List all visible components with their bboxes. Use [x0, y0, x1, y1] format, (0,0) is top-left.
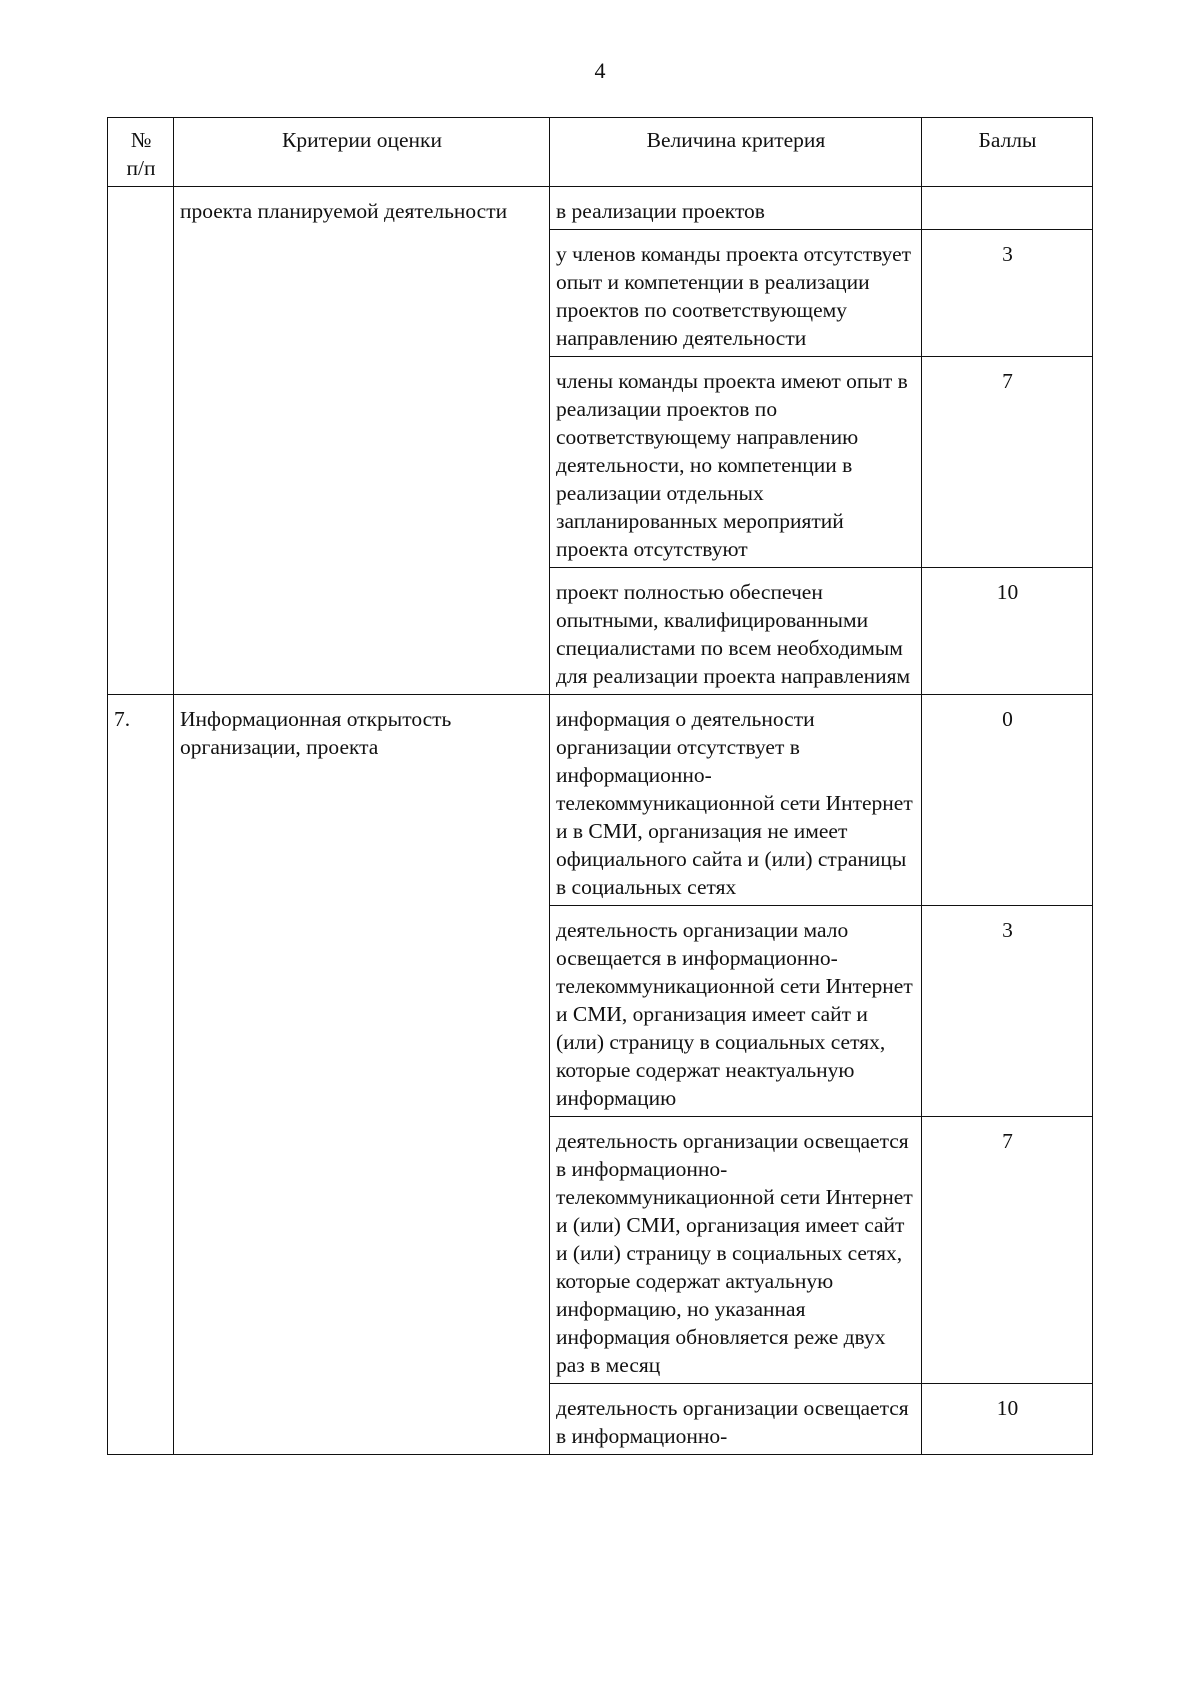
criteria-table: [107, 117, 1093, 1455]
row-number: 7.: [108, 695, 174, 1455]
points-cell: 3: [922, 230, 1093, 357]
points-cell: 0: [922, 695, 1093, 906]
table-row: [108, 695, 1093, 906]
row-number: [108, 187, 174, 695]
value-cell: члены команды проекта имеют опыт в реализации проектов по соответствующему направлению деятельности, но компетенции в реализации отдельных запланированных мероприятий проекта отсутствуют: [550, 357, 922, 568]
points-cell: 7: [922, 1117, 1093, 1384]
criteria-cell: Информационная открытость организации, проекта: [174, 695, 550, 1455]
value-cell: деятельность организации мало освещается в информационно-телекоммуникационной сети Интернет и СМИ, организация имеет сайт и (или) страницу в социальных сетях, которые содержат неактуальную информацию: [550, 906, 922, 1117]
header-number-line1: №: [130, 128, 152, 152]
criteria-cell: проекта планируемой деятельности: [174, 187, 550, 695]
header-value: Величина критерия: [550, 118, 922, 187]
table-header-row: [108, 118, 1093, 187]
points-cell: [922, 187, 1093, 230]
value-cell: у членов команды проекта отсутствует опыт и компетенции в реализации проектов по соответствующему направлению деятельности: [550, 230, 922, 357]
header-criteria: Критерии оценки: [174, 118, 550, 187]
points-cell: 10: [922, 568, 1093, 695]
value-cell: проект полностью обеспечен опытными, квалифицированными специалистами по всем необходимым для реализации проекта направлениям: [550, 568, 922, 695]
header-points: Баллы: [922, 118, 1093, 187]
points-cell: 3: [922, 906, 1093, 1117]
points-cell: 7: [922, 357, 1093, 568]
value-cell: деятельность организации освещается в информационно-: [550, 1384, 922, 1455]
value-cell: информация о деятельности организации отсутствует в информационно-телекоммуникационной сети Интернет и в СМИ, организация не имеет официального сайта и (или) страницы в социальных сетях: [550, 695, 922, 906]
points-cell: 10: [922, 1384, 1093, 1455]
header-number-line2: п/п: [126, 156, 156, 180]
value-cell: деятельность организации освещается в информационно-телекоммуникационной сети Интернет и (или) СМИ, организация имеет сайт и (или) страницу в социальных сетях, которые содержат актуальную информацию, но указанная информация обновляется реже двух раз в месяц: [550, 1117, 922, 1384]
page-number: 4: [594, 58, 606, 83]
value-cell: в реализации проектов: [550, 187, 922, 230]
table-row: [108, 187, 1093, 230]
header-number: [108, 118, 174, 187]
